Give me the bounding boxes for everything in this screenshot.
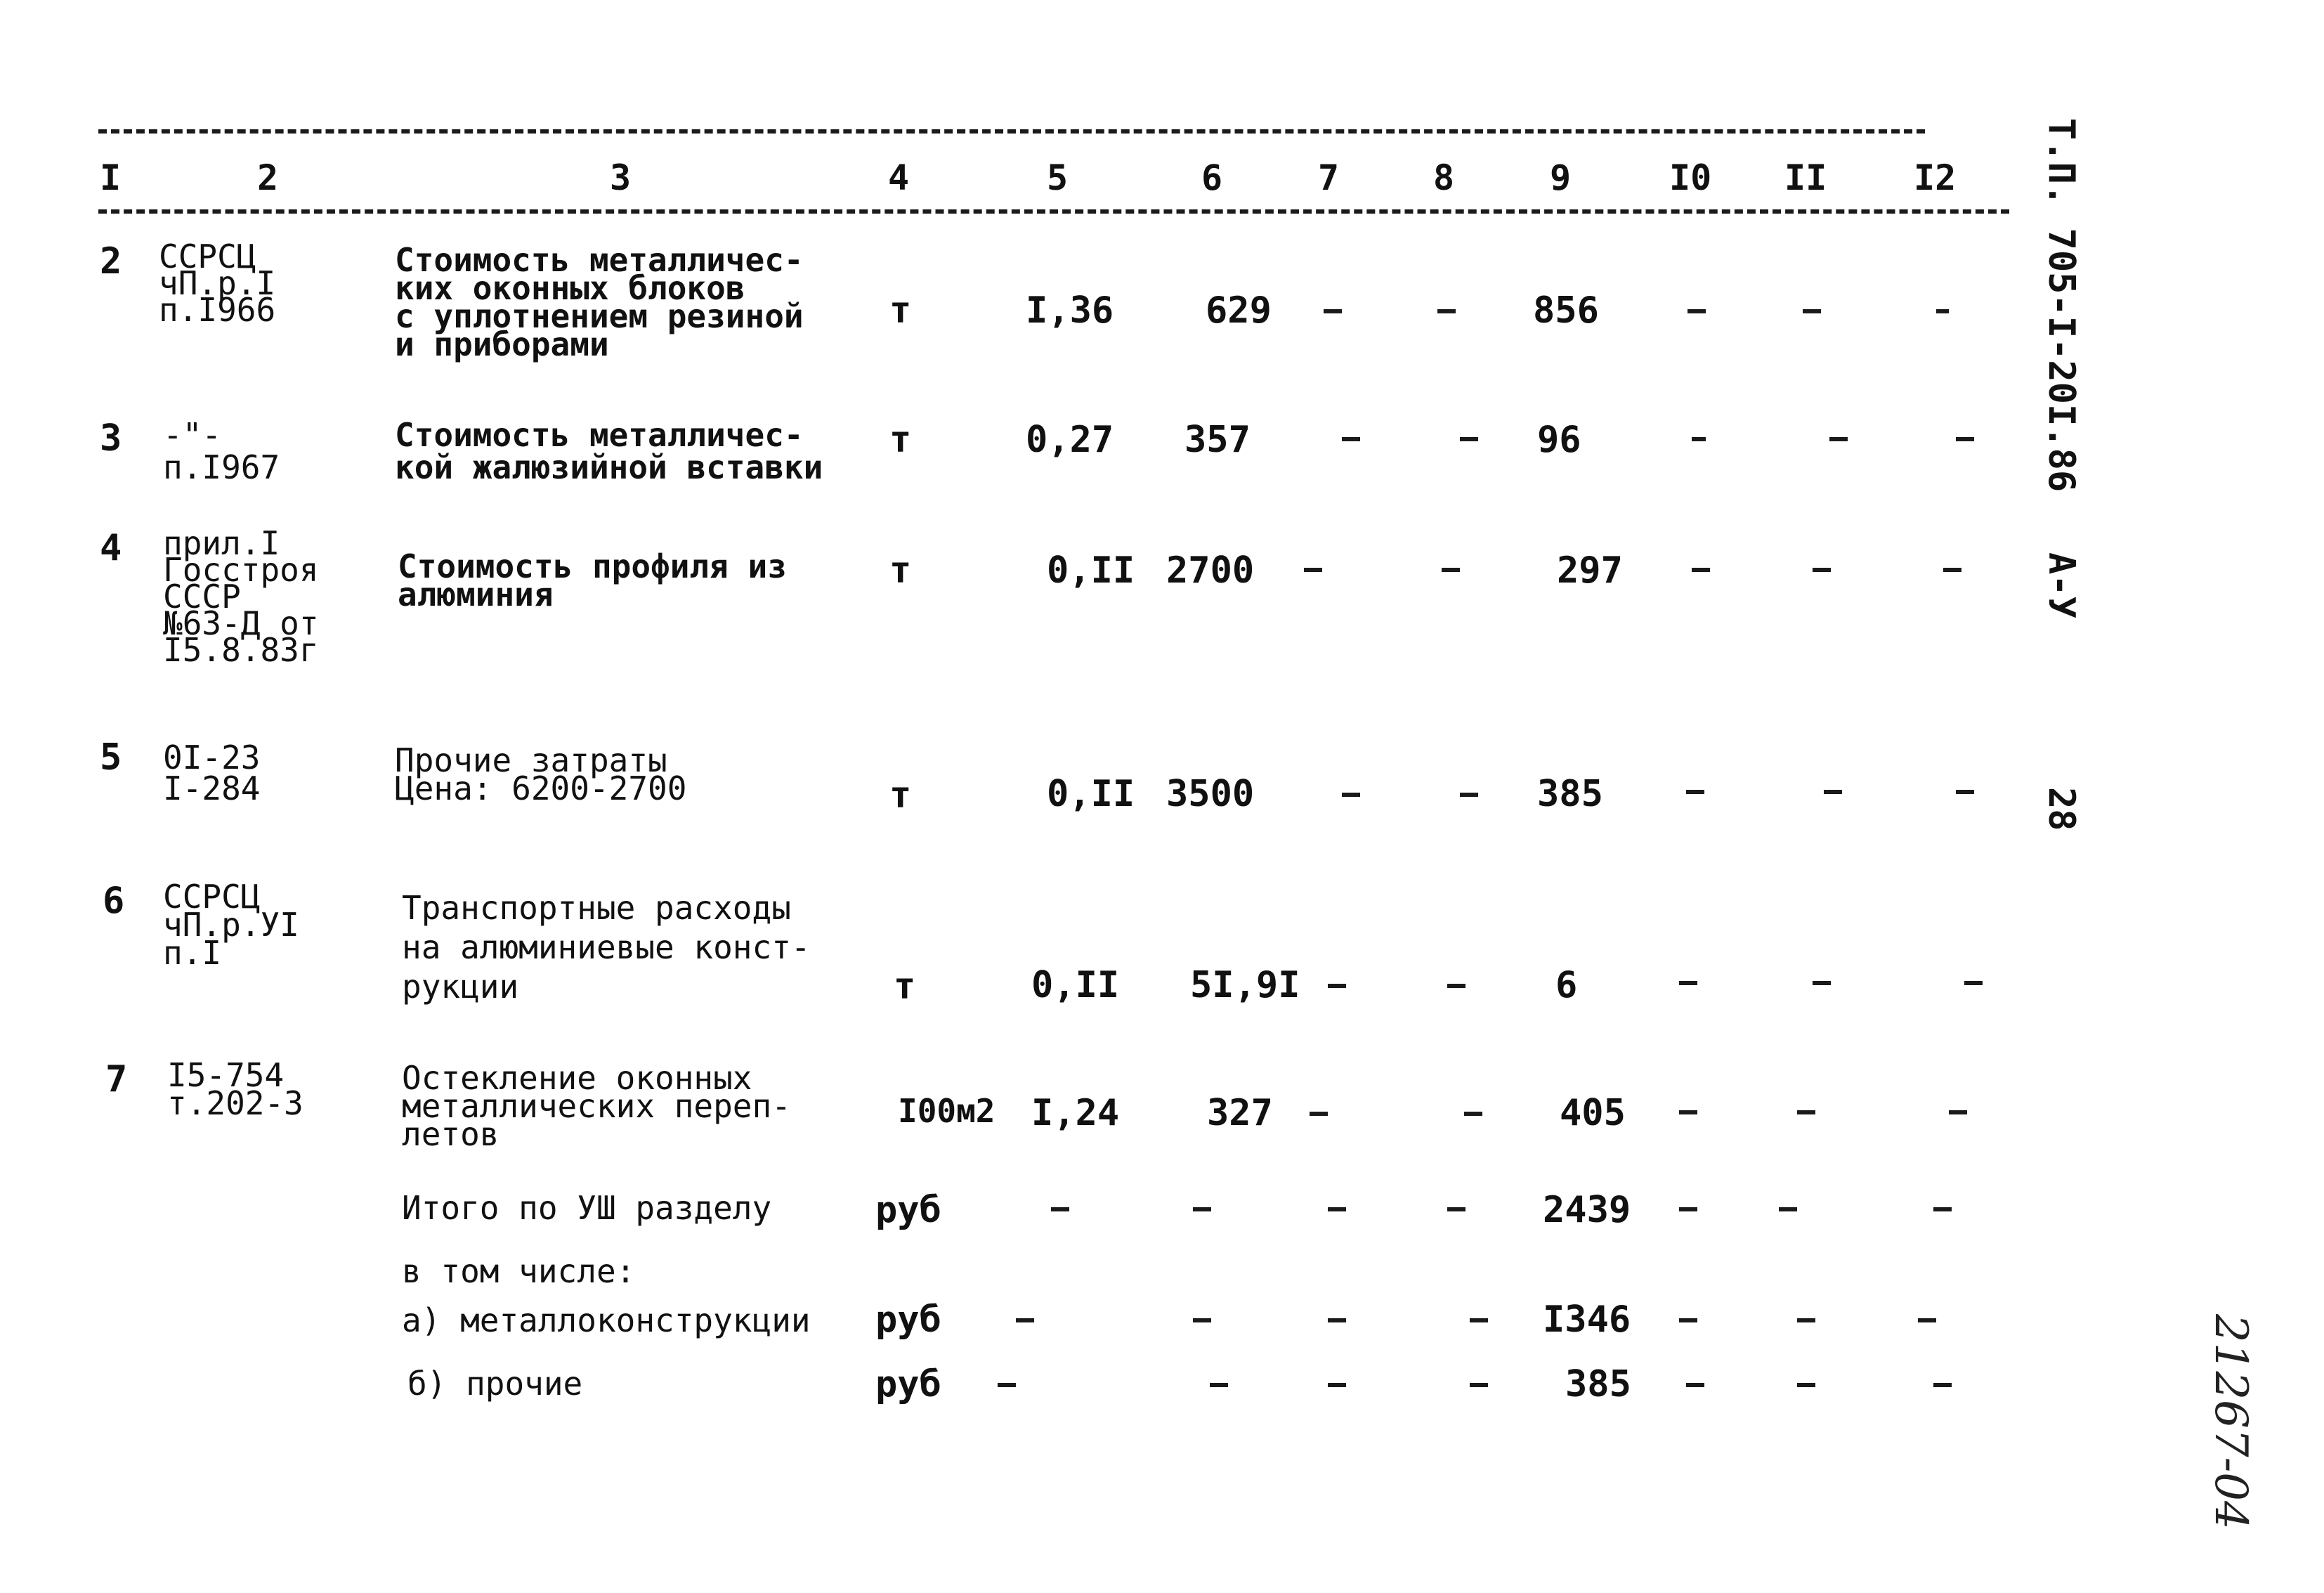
row-dash <box>1310 1112 1328 1116</box>
row-total: 96 <box>1537 419 1581 461</box>
row-dash <box>1193 1318 1211 1322</box>
row-total: 297 <box>1557 550 1623 592</box>
row-dash <box>1328 984 1346 988</box>
row-dash <box>1342 437 1360 441</box>
summary-total-value: 2439 <box>1543 1189 1631 1231</box>
col-header-6: 6 <box>1201 157 1223 198</box>
row-dash <box>1813 568 1831 572</box>
row-dash <box>1956 437 1974 441</box>
row-unit: т <box>889 550 912 592</box>
col-header-9: 9 <box>1550 157 1572 198</box>
row-number: 7 <box>105 1058 128 1100</box>
row-dash <box>1956 790 1974 794</box>
row-dash <box>1779 1207 1797 1211</box>
row-dash <box>1328 1383 1346 1387</box>
row-dash <box>1679 1318 1697 1322</box>
row-description: Транспортные расходы на алюминиевые конст- рукции <box>402 889 811 1006</box>
row-dash <box>1304 568 1322 572</box>
row-number: 4 <box>100 527 122 569</box>
row-number: 6 <box>103 880 125 922</box>
row-dash <box>1686 1383 1704 1387</box>
row-dash <box>1447 984 1465 988</box>
row-price: 629 <box>1206 290 1272 332</box>
row-dash <box>1437 309 1456 313</box>
row-dash <box>1797 1318 1815 1322</box>
row-number: 2 <box>100 240 122 282</box>
row-dash <box>1692 437 1706 441</box>
row-dash <box>1464 1112 1482 1116</box>
row-dash <box>1692 568 1710 572</box>
row-code: -"- п.I967 <box>163 416 280 486</box>
header-rule <box>98 209 2009 214</box>
row-dash <box>1949 1110 1967 1114</box>
row-code: ССРСЦ чП.р.УI п.I <box>163 878 299 972</box>
row-quantity: I,24 <box>1031 1092 1120 1134</box>
row-dash <box>1679 1207 1697 1211</box>
col-header-2: 2 <box>257 157 279 198</box>
row-dash <box>1470 1383 1488 1387</box>
row-dash <box>1686 790 1704 794</box>
row-dash <box>1460 437 1478 441</box>
summary-total-label: Итого по УШ разделу <box>402 1189 772 1227</box>
row-code: прил.I Госстроя СССР №63-Д от I5.8.83г <box>163 524 319 669</box>
col-header-11: II <box>1784 157 1827 198</box>
row-dash <box>1210 1383 1228 1387</box>
row-price: 357 <box>1184 419 1251 461</box>
row-dash <box>1803 309 1821 313</box>
row-dash <box>1813 981 1831 985</box>
row-dash <box>1342 793 1360 797</box>
col-header-7: 7 <box>1318 157 1340 198</box>
summary-including-label: в том числе: <box>402 1252 636 1290</box>
row-code: ССРСЦ чП.р.I п.I966 <box>159 238 276 329</box>
row-dash <box>1943 568 1961 572</box>
row-dash <box>1051 1207 1069 1211</box>
row-dash <box>1328 1207 1346 1211</box>
row-quantity: 0,II <box>1047 773 1135 815</box>
row-total: 856 <box>1533 290 1599 332</box>
top-rule <box>98 129 1925 134</box>
row-description: Стоимость металличес- кой жалюзийной вставки <box>395 416 823 486</box>
row-dash <box>1824 790 1842 794</box>
row-price: 3500 <box>1166 773 1255 815</box>
row-price: 2700 <box>1166 550 1255 592</box>
summary-a-value: I346 <box>1543 1299 1631 1341</box>
row-quantity: 0,II <box>1031 964 1120 1006</box>
row-unit: I00м2 <box>898 1092 995 1130</box>
row-dash <box>1447 1207 1465 1211</box>
col-header-8: 8 <box>1433 157 1455 198</box>
summary-b-label: б) прочие <box>407 1365 583 1403</box>
row-dash <box>1679 1110 1697 1114</box>
summary-total-unit: руб <box>875 1189 941 1231</box>
margin-doc-code: Т.П. 705-I-20I.86 <box>2040 118 2082 493</box>
row-dash <box>1918 1318 1936 1322</box>
row-unit: т <box>889 290 912 332</box>
row-dash <box>1193 1207 1211 1211</box>
row-unit: т <box>894 965 916 1008</box>
summary-a-unit: руб <box>875 1299 941 1341</box>
row-dash <box>1933 1383 1952 1387</box>
row-total: 405 <box>1560 1092 1626 1134</box>
row-price: 5I,9I <box>1190 964 1300 1006</box>
row-dash <box>1328 1318 1346 1322</box>
col-header-5: 5 <box>1047 157 1069 198</box>
row-dash <box>998 1383 1016 1387</box>
row-description: Стоимость металличес- ких оконных блоков с уплотнением резиной и приборами <box>395 241 804 363</box>
row-dash <box>1797 1110 1815 1114</box>
row-dash <box>1964 981 1983 985</box>
row-number: 5 <box>100 736 122 779</box>
row-price: 327 <box>1207 1092 1273 1134</box>
row-unit: т <box>889 774 912 817</box>
row-dash <box>1442 568 1460 572</box>
row-dash <box>1829 437 1848 441</box>
row-quantity: 0,27 <box>1026 419 1114 461</box>
summary-b-value: 385 <box>1565 1363 1631 1405</box>
row-description: Стоимость профиля из алюминия <box>398 547 787 613</box>
row-unit: т <box>889 419 912 461</box>
row-total: 385 <box>1537 773 1603 815</box>
row-description: Остекление оконных металлических переп- летов <box>402 1059 791 1153</box>
summary-a-label: а) металлоконструкции <box>402 1301 811 1339</box>
margin-album: А-У <box>2040 552 2082 618</box>
row-code: 0I-23 I-284 <box>163 739 261 807</box>
row-dash <box>1016 1318 1034 1322</box>
row-dash <box>1687 309 1706 313</box>
row-number: 3 <box>100 417 122 460</box>
col-header-3: 3 <box>610 157 632 198</box>
margin-page-number: 28 <box>2040 787 2082 831</box>
summary-b-unit: руб <box>875 1363 941 1405</box>
handwritten-archive-number: 21267-04 <box>2205 1314 2257 1530</box>
row-dash <box>1679 981 1697 985</box>
row-quantity: I,36 <box>1026 290 1114 332</box>
row-code: I5-754 т.202-3 <box>167 1056 303 1122</box>
row-dash <box>1933 1207 1952 1211</box>
row-quantity: 0,II <box>1047 550 1135 592</box>
row-total: 6 <box>1555 964 1578 1006</box>
row-dash <box>1324 309 1342 313</box>
col-header-12: I2 <box>1914 157 1957 198</box>
row-dash <box>1936 309 1949 313</box>
row-dash <box>1797 1383 1815 1387</box>
row-dash <box>1460 793 1478 797</box>
row-dash <box>1470 1318 1488 1322</box>
col-header-1: I <box>100 157 122 198</box>
row-description: Прочие затраты Цена: 6200-2700 <box>395 741 687 807</box>
col-header-10: I0 <box>1669 157 1712 198</box>
col-header-4: 4 <box>888 157 910 198</box>
